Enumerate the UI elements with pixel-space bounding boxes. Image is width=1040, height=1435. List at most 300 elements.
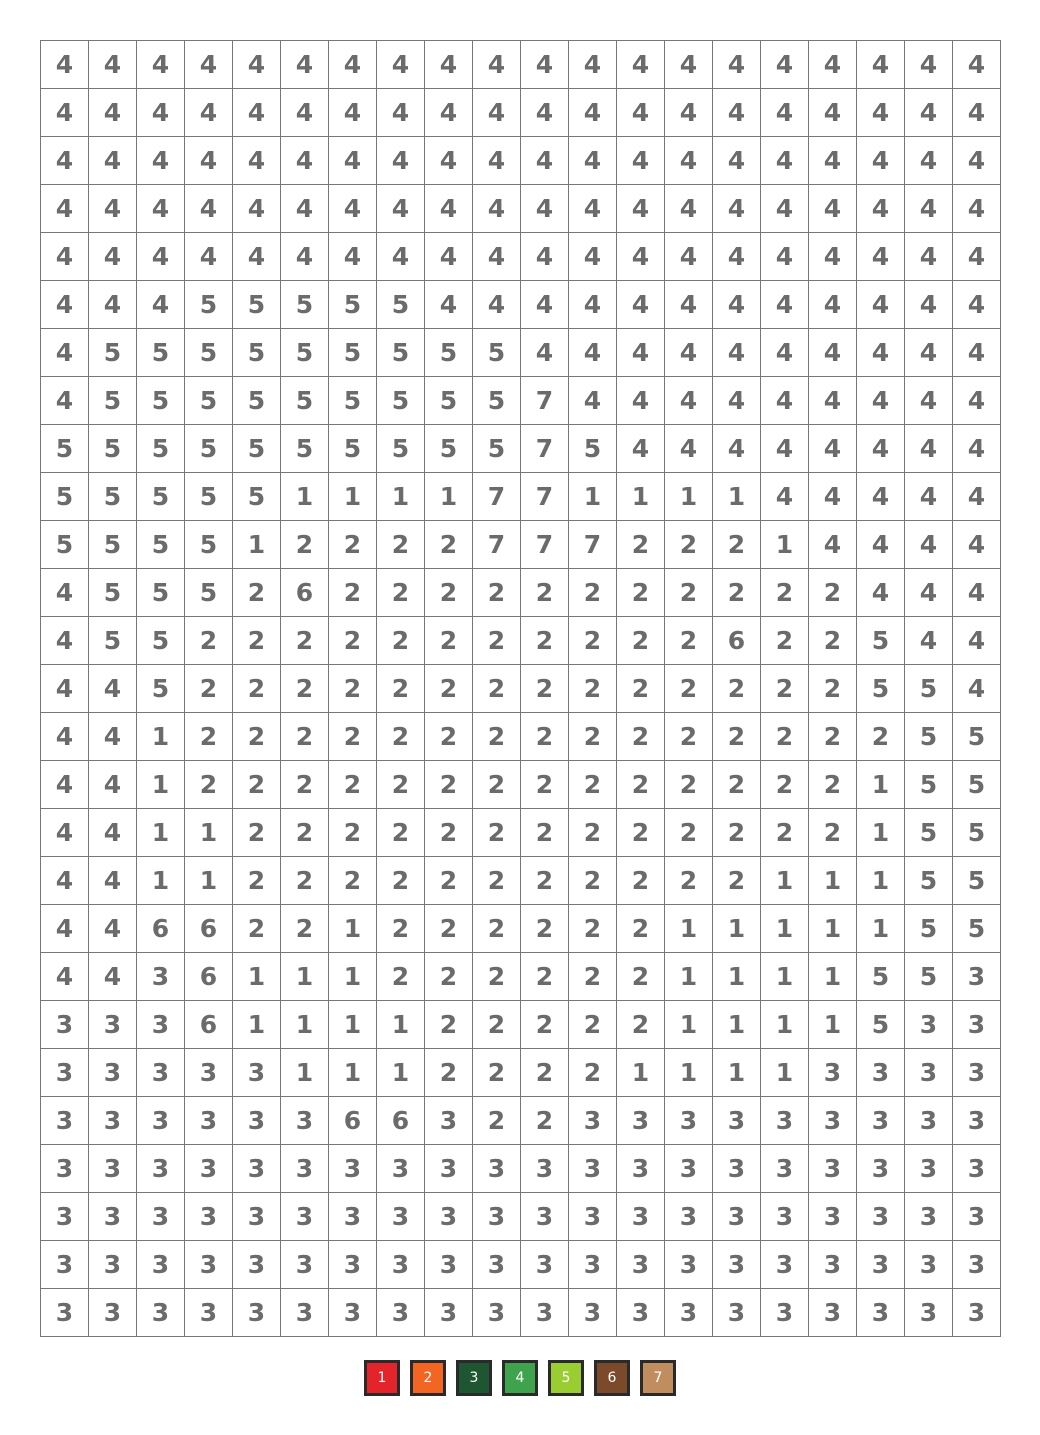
grid-cell[interactable]: 3 xyxy=(377,1193,425,1241)
grid-cell[interactable]: 4 xyxy=(761,137,809,185)
grid-cell[interactable]: 5 xyxy=(185,521,233,569)
grid-cell[interactable]: 1 xyxy=(809,905,857,953)
grid-cell[interactable]: 4 xyxy=(953,233,1001,281)
color-swatch-4[interactable]: 4 xyxy=(502,1360,538,1396)
grid-cell[interactable]: 2 xyxy=(473,1097,521,1145)
grid-cell[interactable]: 5 xyxy=(329,425,377,473)
grid-cell[interactable]: 4 xyxy=(41,377,89,425)
grid-cell[interactable]: 2 xyxy=(281,809,329,857)
grid-cell[interactable]: 1 xyxy=(281,953,329,1001)
grid-cell[interactable]: 4 xyxy=(425,137,473,185)
grid-cell[interactable]: 5 xyxy=(185,329,233,377)
grid-cell[interactable]: 4 xyxy=(905,41,953,89)
grid-cell[interactable]: 4 xyxy=(377,41,425,89)
grid-cell[interactable]: 3 xyxy=(713,1289,761,1337)
grid-cell[interactable]: 4 xyxy=(665,185,713,233)
grid-cell[interactable]: 5 xyxy=(425,377,473,425)
grid-cell[interactable]: 2 xyxy=(521,569,569,617)
grid-cell[interactable]: 1 xyxy=(857,857,905,905)
grid-cell[interactable]: 5 xyxy=(905,809,953,857)
grid-cell[interactable]: 2 xyxy=(665,761,713,809)
grid-cell[interactable]: 5 xyxy=(281,329,329,377)
grid-cell[interactable]: 3 xyxy=(905,1145,953,1193)
grid-cell[interactable]: 4 xyxy=(809,185,857,233)
grid-cell[interactable]: 2 xyxy=(377,857,425,905)
grid-cell[interactable]: 4 xyxy=(905,281,953,329)
grid-cell[interactable]: 3 xyxy=(617,1097,665,1145)
grid-cell[interactable]: 2 xyxy=(377,521,425,569)
grid-cell[interactable]: 4 xyxy=(329,89,377,137)
grid-cell[interactable]: 3 xyxy=(857,1145,905,1193)
grid-cell[interactable]: 2 xyxy=(665,857,713,905)
grid-cell[interactable]: 5 xyxy=(377,377,425,425)
grid-cell[interactable]: 3 xyxy=(41,1241,89,1289)
grid-cell[interactable]: 2 xyxy=(473,1001,521,1049)
grid-cell[interactable]: 2 xyxy=(617,713,665,761)
grid-cell[interactable]: 4 xyxy=(953,185,1001,233)
grid-cell[interactable]: 3 xyxy=(41,1289,89,1337)
grid-cell[interactable]: 5 xyxy=(89,569,137,617)
grid-cell[interactable]: 3 xyxy=(761,1097,809,1145)
grid-cell[interactable]: 1 xyxy=(665,1001,713,1049)
grid-cell[interactable]: 4 xyxy=(89,665,137,713)
grid-cell[interactable]: 2 xyxy=(377,761,425,809)
grid-cell[interactable]: 2 xyxy=(761,713,809,761)
grid-cell[interactable]: 3 xyxy=(521,1241,569,1289)
grid-cell[interactable]: 3 xyxy=(905,1001,953,1049)
grid-cell[interactable]: 1 xyxy=(713,905,761,953)
grid-cell[interactable]: 4 xyxy=(137,233,185,281)
grid-cell[interactable]: 1 xyxy=(377,473,425,521)
grid-cell[interactable]: 4 xyxy=(857,89,905,137)
grid-cell[interactable]: 2 xyxy=(569,617,617,665)
grid-cell[interactable]: 4 xyxy=(665,41,713,89)
grid-cell[interactable]: 3 xyxy=(233,1097,281,1145)
grid-cell[interactable]: 5 xyxy=(329,281,377,329)
grid-cell[interactable]: 2 xyxy=(569,713,617,761)
grid-cell[interactable]: 2 xyxy=(473,857,521,905)
grid-cell[interactable]: 5 xyxy=(89,425,137,473)
grid-cell[interactable]: 3 xyxy=(857,1049,905,1097)
grid-cell[interactable]: 2 xyxy=(329,665,377,713)
grid-cell[interactable]: 4 xyxy=(953,89,1001,137)
grid-cell[interactable]: 4 xyxy=(761,41,809,89)
grid-cell[interactable]: 4 xyxy=(665,329,713,377)
grid-cell[interactable]: 4 xyxy=(569,137,617,185)
grid-cell[interactable]: 4 xyxy=(905,473,953,521)
grid-cell[interactable]: 4 xyxy=(281,41,329,89)
grid-cell[interactable]: 1 xyxy=(665,953,713,1001)
grid-cell[interactable]: 4 xyxy=(665,377,713,425)
grid-cell[interactable]: 4 xyxy=(425,281,473,329)
grid-cell[interactable]: 3 xyxy=(89,1145,137,1193)
grid-cell[interactable]: 2 xyxy=(617,1001,665,1049)
grid-cell[interactable]: 4 xyxy=(857,41,905,89)
grid-cell[interactable]: 2 xyxy=(281,857,329,905)
grid-cell[interactable]: 2 xyxy=(713,809,761,857)
grid-cell[interactable]: 2 xyxy=(233,905,281,953)
grid-cell[interactable]: 3 xyxy=(953,1193,1001,1241)
grid-cell[interactable]: 4 xyxy=(41,713,89,761)
grid-cell[interactable]: 3 xyxy=(41,1145,89,1193)
grid-cell[interactable]: 3 xyxy=(41,1049,89,1097)
grid-cell[interactable]: 4 xyxy=(857,137,905,185)
grid-cell[interactable]: 2 xyxy=(425,665,473,713)
grid-cell[interactable]: 2 xyxy=(473,953,521,1001)
grid-cell[interactable]: 4 xyxy=(521,281,569,329)
grid-cell[interactable]: 3 xyxy=(137,1001,185,1049)
grid-cell[interactable]: 5 xyxy=(281,425,329,473)
grid-cell[interactable]: 2 xyxy=(713,761,761,809)
grid-cell[interactable]: 5 xyxy=(953,809,1001,857)
grid-cell[interactable]: 5 xyxy=(425,425,473,473)
grid-cell[interactable]: 2 xyxy=(185,713,233,761)
grid-cell[interactable]: 2 xyxy=(281,761,329,809)
grid-cell[interactable]: 5 xyxy=(89,521,137,569)
grid-cell[interactable]: 4 xyxy=(89,857,137,905)
grid-cell[interactable]: 4 xyxy=(953,377,1001,425)
grid-cell[interactable]: 3 xyxy=(233,1145,281,1193)
grid-cell[interactable]: 1 xyxy=(137,809,185,857)
grid-cell[interactable]: 1 xyxy=(569,473,617,521)
grid-cell[interactable]: 4 xyxy=(761,185,809,233)
grid-cell[interactable]: 4 xyxy=(761,473,809,521)
grid-cell[interactable]: 1 xyxy=(761,905,809,953)
grid-cell[interactable]: 2 xyxy=(473,905,521,953)
grid-cell[interactable]: 4 xyxy=(953,281,1001,329)
grid-cell[interactable]: 4 xyxy=(281,137,329,185)
grid-cell[interactable]: 4 xyxy=(617,281,665,329)
grid-cell[interactable]: 5 xyxy=(89,617,137,665)
grid-cell[interactable]: 2 xyxy=(617,857,665,905)
grid-cell[interactable]: 3 xyxy=(473,1193,521,1241)
color-swatch-1[interactable]: 1 xyxy=(364,1360,400,1396)
grid-cell[interactable]: 4 xyxy=(473,233,521,281)
grid-cell[interactable]: 4 xyxy=(233,137,281,185)
grid-cell[interactable]: 3 xyxy=(569,1097,617,1145)
grid-cell[interactable]: 3 xyxy=(569,1241,617,1289)
grid-cell[interactable]: 7 xyxy=(521,377,569,425)
grid-cell[interactable]: 3 xyxy=(41,1193,89,1241)
grid-cell[interactable]: 2 xyxy=(425,617,473,665)
grid-cell[interactable]: 5 xyxy=(857,953,905,1001)
grid-cell[interactable]: 5 xyxy=(281,377,329,425)
grid-cell[interactable]: 4 xyxy=(185,41,233,89)
grid-cell[interactable]: 4 xyxy=(713,329,761,377)
grid-cell[interactable]: 4 xyxy=(905,185,953,233)
color-swatch-5[interactable]: 5 xyxy=(548,1360,584,1396)
grid-cell[interactable]: 4 xyxy=(761,329,809,377)
grid-cell[interactable]: 4 xyxy=(41,41,89,89)
grid-cell[interactable]: 4 xyxy=(41,857,89,905)
grid-cell[interactable]: 7 xyxy=(521,425,569,473)
grid-cell[interactable]: 2 xyxy=(665,521,713,569)
grid-cell[interactable]: 4 xyxy=(41,89,89,137)
grid-cell[interactable]: 3 xyxy=(185,1289,233,1337)
grid-cell[interactable]: 2 xyxy=(617,953,665,1001)
grid-cell[interactable]: 4 xyxy=(617,185,665,233)
grid-cell[interactable]: 2 xyxy=(425,953,473,1001)
grid-cell[interactable]: 2 xyxy=(473,1049,521,1097)
grid-cell[interactable]: 2 xyxy=(281,521,329,569)
grid-cell[interactable]: 3 xyxy=(953,1289,1001,1337)
grid-cell[interactable]: 2 xyxy=(569,665,617,713)
grid-cell[interactable]: 3 xyxy=(665,1289,713,1337)
grid-cell[interactable]: 5 xyxy=(185,377,233,425)
grid-cell[interactable]: 4 xyxy=(617,377,665,425)
grid-cell[interactable]: 1 xyxy=(329,905,377,953)
grid-cell[interactable]: 1 xyxy=(857,761,905,809)
grid-cell[interactable]: 5 xyxy=(473,425,521,473)
grid-cell[interactable]: 4 xyxy=(425,233,473,281)
grid-cell[interactable]: 4 xyxy=(89,809,137,857)
grid-cell[interactable]: 4 xyxy=(185,185,233,233)
grid-cell[interactable]: 3 xyxy=(761,1145,809,1193)
grid-cell[interactable]: 4 xyxy=(809,233,857,281)
grid-cell[interactable]: 4 xyxy=(233,185,281,233)
grid-cell[interactable]: 4 xyxy=(857,281,905,329)
grid-cell[interactable]: 5 xyxy=(953,905,1001,953)
grid-cell[interactable]: 3 xyxy=(857,1097,905,1145)
grid-cell[interactable]: 1 xyxy=(137,761,185,809)
grid-cell[interactable]: 5 xyxy=(41,425,89,473)
grid-cell[interactable]: 3 xyxy=(905,1241,953,1289)
grid-cell[interactable]: 4 xyxy=(905,329,953,377)
grid-cell[interactable]: 3 xyxy=(665,1097,713,1145)
grid-cell[interactable]: 5 xyxy=(137,425,185,473)
grid-cell[interactable]: 2 xyxy=(473,809,521,857)
grid-cell[interactable]: 1 xyxy=(617,1049,665,1097)
grid-cell[interactable]: 3 xyxy=(665,1193,713,1241)
grid-cell[interactable]: 3 xyxy=(425,1241,473,1289)
grid-cell[interactable]: 4 xyxy=(809,281,857,329)
grid-cell[interactable]: 2 xyxy=(377,809,425,857)
grid-cell[interactable]: 2 xyxy=(185,617,233,665)
grid-cell[interactable]: 4 xyxy=(905,425,953,473)
grid-cell[interactable]: 4 xyxy=(377,233,425,281)
grid-cell[interactable]: 5 xyxy=(137,665,185,713)
grid-cell[interactable]: 4 xyxy=(953,521,1001,569)
grid-cell[interactable]: 3 xyxy=(137,1097,185,1145)
grid-cell[interactable]: 4 xyxy=(953,137,1001,185)
grid-cell[interactable]: 5 xyxy=(377,281,425,329)
grid-cell[interactable]: 4 xyxy=(953,41,1001,89)
grid-cell[interactable]: 4 xyxy=(281,233,329,281)
grid-cell[interactable]: 2 xyxy=(665,665,713,713)
grid-cell[interactable]: 5 xyxy=(905,953,953,1001)
grid-cell[interactable]: 5 xyxy=(425,329,473,377)
grid-cell[interactable]: 4 xyxy=(905,521,953,569)
grid-cell[interactable]: 3 xyxy=(233,1241,281,1289)
grid-cell[interactable]: 2 xyxy=(569,857,617,905)
grid-cell[interactable]: 1 xyxy=(185,857,233,905)
grid-cell[interactable]: 2 xyxy=(617,569,665,617)
grid-cell[interactable]: 5 xyxy=(89,329,137,377)
grid-cell[interactable]: 4 xyxy=(281,89,329,137)
grid-cell[interactable]: 1 xyxy=(137,713,185,761)
grid-cell[interactable]: 5 xyxy=(137,521,185,569)
grid-cell[interactable]: 2 xyxy=(425,713,473,761)
grid-cell[interactable]: 5 xyxy=(41,473,89,521)
grid-cell[interactable]: 7 xyxy=(521,521,569,569)
grid-cell[interactable]: 4 xyxy=(713,185,761,233)
grid-cell[interactable]: 4 xyxy=(953,617,1001,665)
grid-cell[interactable]: 2 xyxy=(233,761,281,809)
grid-cell[interactable]: 2 xyxy=(425,1049,473,1097)
grid-cell[interactable]: 4 xyxy=(41,905,89,953)
grid-cell[interactable]: 2 xyxy=(329,857,377,905)
grid-cell[interactable]: 1 xyxy=(329,473,377,521)
grid-cell[interactable]: 4 xyxy=(953,569,1001,617)
color-swatch-6[interactable]: 6 xyxy=(594,1360,630,1396)
grid-cell[interactable]: 2 xyxy=(521,665,569,713)
grid-cell[interactable]: 4 xyxy=(89,761,137,809)
grid-cell[interactable]: 2 xyxy=(281,905,329,953)
grid-cell[interactable]: 5 xyxy=(377,425,425,473)
grid-cell[interactable]: 1 xyxy=(137,857,185,905)
grid-cell[interactable]: 4 xyxy=(377,137,425,185)
grid-cell[interactable]: 5 xyxy=(233,377,281,425)
grid-cell[interactable]: 4 xyxy=(617,89,665,137)
grid-cell[interactable]: 4 xyxy=(809,377,857,425)
grid-cell[interactable]: 4 xyxy=(569,281,617,329)
grid-cell[interactable]: 5 xyxy=(905,857,953,905)
grid-cell[interactable]: 5 xyxy=(953,761,1001,809)
grid-cell[interactable]: 3 xyxy=(617,1145,665,1193)
grid-cell[interactable]: 1 xyxy=(761,953,809,1001)
grid-cell[interactable]: 1 xyxy=(713,953,761,1001)
grid-cell[interactable]: 4 xyxy=(41,137,89,185)
grid-cell[interactable]: 1 xyxy=(665,905,713,953)
grid-cell[interactable]: 3 xyxy=(89,1241,137,1289)
grid-cell[interactable]: 4 xyxy=(89,185,137,233)
grid-cell[interactable]: 4 xyxy=(137,41,185,89)
grid-cell[interactable]: 2 xyxy=(329,761,377,809)
grid-cell[interactable]: 4 xyxy=(905,569,953,617)
grid-cell[interactable]: 3 xyxy=(89,1097,137,1145)
grid-cell[interactable]: 2 xyxy=(713,665,761,713)
grid-cell[interactable]: 4 xyxy=(41,233,89,281)
grid-cell[interactable]: 4 xyxy=(569,377,617,425)
grid-cell[interactable]: 4 xyxy=(425,89,473,137)
grid-cell[interactable]: 3 xyxy=(905,1097,953,1145)
grid-cell[interactable]: 4 xyxy=(809,473,857,521)
grid-cell[interactable]: 4 xyxy=(89,137,137,185)
grid-cell[interactable]: 3 xyxy=(233,1289,281,1337)
grid-cell[interactable]: 3 xyxy=(761,1193,809,1241)
grid-cell[interactable]: 4 xyxy=(953,329,1001,377)
grid-cell[interactable]: 1 xyxy=(329,1049,377,1097)
grid-cell[interactable]: 2 xyxy=(713,569,761,617)
grid-cell[interactable]: 4 xyxy=(617,41,665,89)
grid-cell[interactable]: 5 xyxy=(905,665,953,713)
grid-cell[interactable]: 4 xyxy=(521,329,569,377)
grid-cell[interactable]: 1 xyxy=(857,809,905,857)
grid-cell[interactable]: 4 xyxy=(905,377,953,425)
grid-cell[interactable]: 2 xyxy=(713,857,761,905)
grid-cell[interactable]: 4 xyxy=(809,521,857,569)
grid-cell[interactable]: 6 xyxy=(329,1097,377,1145)
grid-cell[interactable]: 5 xyxy=(233,329,281,377)
grid-cell[interactable]: 1 xyxy=(185,809,233,857)
grid-cell[interactable]: 5 xyxy=(473,329,521,377)
grid-cell[interactable]: 2 xyxy=(665,617,713,665)
grid-cell[interactable]: 5 xyxy=(953,857,1001,905)
grid-cell[interactable]: 4 xyxy=(521,137,569,185)
grid-cell[interactable]: 4 xyxy=(761,89,809,137)
color-swatch-2[interactable]: 2 xyxy=(410,1360,446,1396)
grid-cell[interactable]: 2 xyxy=(473,713,521,761)
grid-cell[interactable]: 4 xyxy=(713,377,761,425)
grid-cell[interactable]: 4 xyxy=(905,617,953,665)
grid-cell[interactable]: 5 xyxy=(953,713,1001,761)
color-swatch-7[interactable]: 7 xyxy=(640,1360,676,1396)
grid-cell[interactable]: 3 xyxy=(905,1049,953,1097)
grid-cell[interactable]: 3 xyxy=(809,1097,857,1145)
grid-cell[interactable]: 3 xyxy=(473,1241,521,1289)
grid-cell[interactable]: 2 xyxy=(425,1001,473,1049)
grid-cell[interactable]: 1 xyxy=(713,1001,761,1049)
color-swatch-3[interactable]: 3 xyxy=(456,1360,492,1396)
grid-cell[interactable]: 6 xyxy=(377,1097,425,1145)
grid-cell[interactable]: 3 xyxy=(665,1241,713,1289)
grid-cell[interactable]: 4 xyxy=(89,41,137,89)
grid-cell[interactable]: 2 xyxy=(617,665,665,713)
grid-cell[interactable]: 4 xyxy=(233,89,281,137)
grid-cell[interactable]: 4 xyxy=(905,137,953,185)
grid-cell[interactable]: 2 xyxy=(569,569,617,617)
grid-cell[interactable]: 2 xyxy=(617,617,665,665)
grid-cell[interactable]: 3 xyxy=(713,1241,761,1289)
grid-cell[interactable]: 5 xyxy=(233,281,281,329)
grid-cell[interactable]: 4 xyxy=(89,233,137,281)
grid-cell[interactable]: 3 xyxy=(137,1145,185,1193)
grid-cell[interactable]: 2 xyxy=(233,857,281,905)
grid-cell[interactable]: 5 xyxy=(137,569,185,617)
grid-cell[interactable]: 4 xyxy=(905,89,953,137)
grid-cell[interactable]: 3 xyxy=(569,1289,617,1337)
grid-cell[interactable]: 2 xyxy=(377,569,425,617)
grid-cell[interactable]: 3 xyxy=(185,1241,233,1289)
grid-cell[interactable]: 1 xyxy=(665,473,713,521)
grid-cell[interactable]: 2 xyxy=(473,569,521,617)
grid-cell[interactable]: 2 xyxy=(473,761,521,809)
grid-cell[interactable]: 5 xyxy=(905,905,953,953)
grid-cell[interactable]: 3 xyxy=(329,1145,377,1193)
grid-cell[interactable]: 3 xyxy=(569,1193,617,1241)
grid-cell[interactable]: 3 xyxy=(713,1193,761,1241)
grid-cell[interactable]: 4 xyxy=(473,41,521,89)
grid-cell[interactable]: 6 xyxy=(281,569,329,617)
grid-cell[interactable]: 2 xyxy=(329,617,377,665)
grid-cell[interactable]: 2 xyxy=(521,761,569,809)
grid-cell[interactable]: 1 xyxy=(377,1001,425,1049)
grid-cell[interactable]: 2 xyxy=(377,617,425,665)
grid-cell[interactable]: 4 xyxy=(521,233,569,281)
grid-cell[interactable]: 4 xyxy=(905,233,953,281)
grid-cell[interactable]: 4 xyxy=(425,41,473,89)
grid-cell[interactable]: 2 xyxy=(521,953,569,1001)
grid-cell[interactable]: 2 xyxy=(809,665,857,713)
grid-cell[interactable]: 2 xyxy=(377,665,425,713)
grid-cell[interactable]: 3 xyxy=(281,1193,329,1241)
grid-cell[interactable]: 4 xyxy=(617,137,665,185)
grid-cell[interactable]: 3 xyxy=(425,1289,473,1337)
grid-cell[interactable]: 5 xyxy=(857,1001,905,1049)
grid-cell[interactable]: 2 xyxy=(809,761,857,809)
grid-cell[interactable]: 3 xyxy=(953,1097,1001,1145)
grid-cell[interactable]: 3 xyxy=(473,1145,521,1193)
